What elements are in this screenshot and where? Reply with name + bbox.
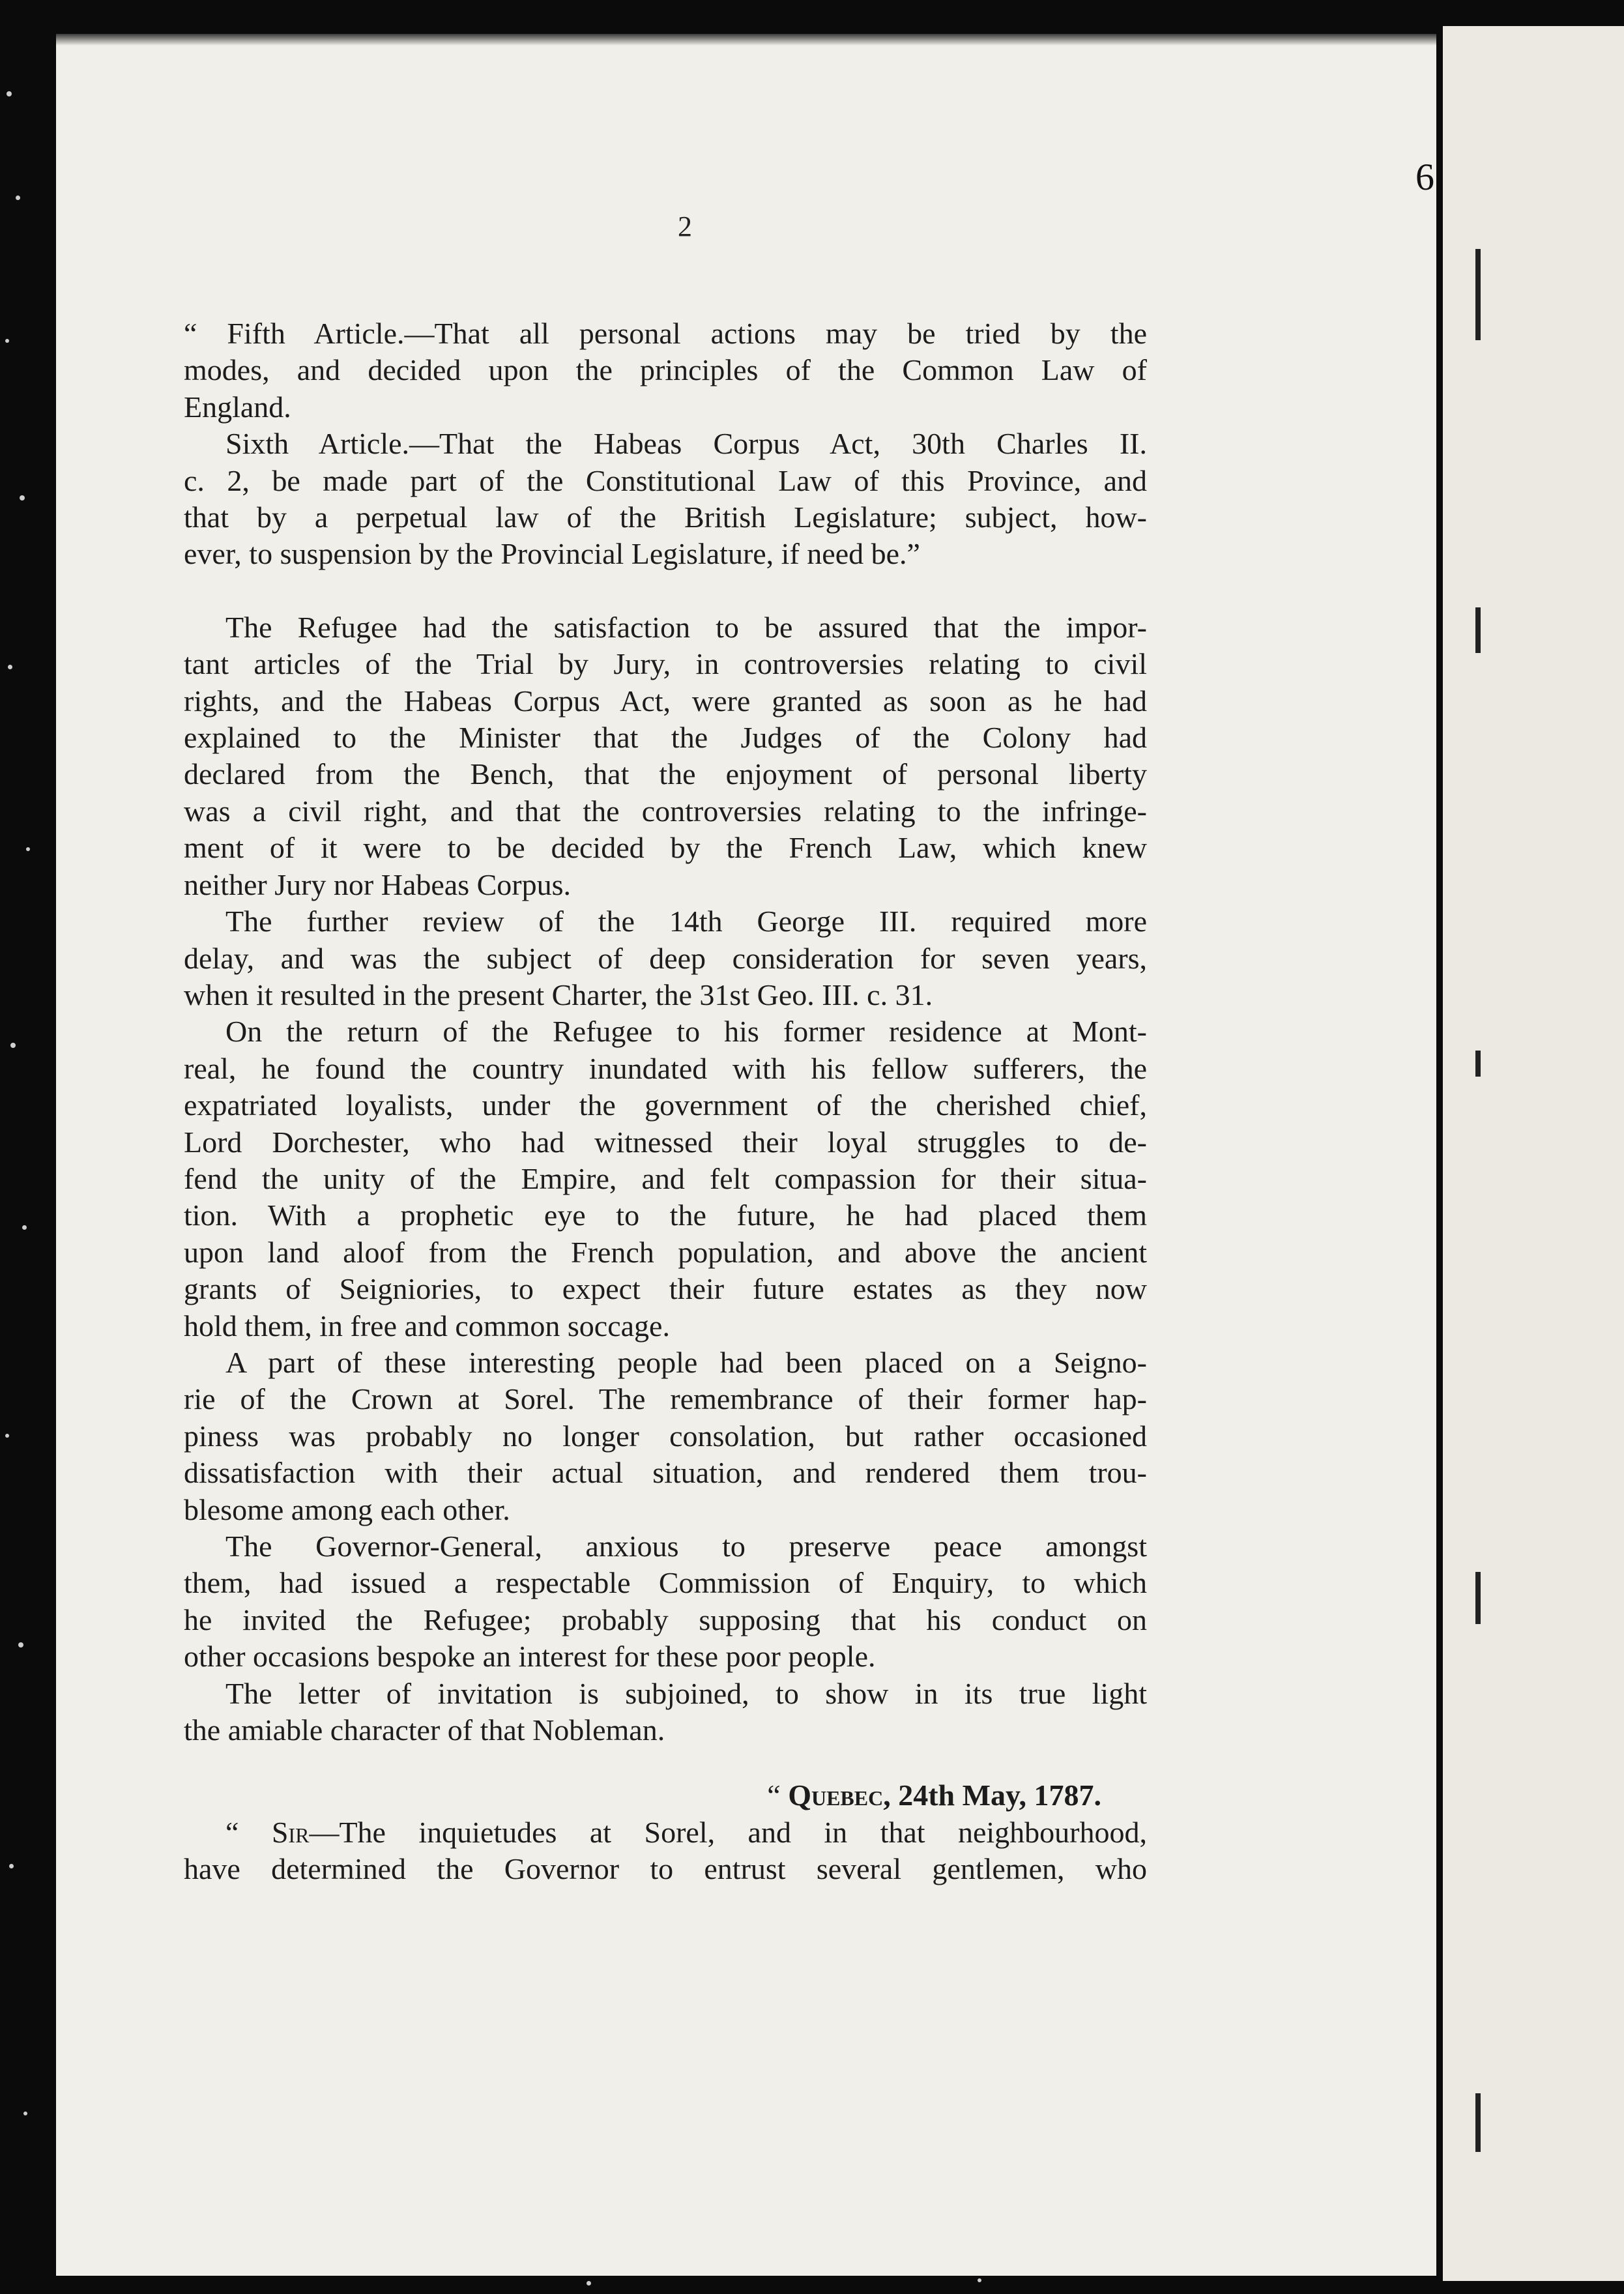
quote-mark: “: [225, 1815, 272, 1849]
gutter-mark: [1475, 607, 1481, 653]
page-number: 2: [678, 211, 692, 242]
text-line: explained to the Minister that the Judges of the Colony had: [184, 721, 1147, 755]
text-line: [184, 1814, 1147, 1851]
gutter-mark: [1475, 1051, 1481, 1077]
gutter-mark: [1475, 2093, 1481, 2152]
letter-dateline: [184, 1777, 1147, 1814]
text-line: c. 2, be made part of the Constitutional Law of this Province, and: [184, 463, 1147, 497]
text-line: was a civil right, and that the controversies relating to the infringe-: [184, 794, 1147, 828]
text-line: that by a perpetual law of the British Legislature; subject, how-: [184, 501, 1147, 534]
text-line: On the return of the Refugee to his former residence at Mont-: [225, 1015, 1147, 1049]
scan-speck: [8, 665, 12, 669]
document-body: [184, 315, 1147, 1888]
scan-speck: [20, 495, 25, 501]
dateline-place: Quebec: [788, 1779, 884, 1812]
text-line: The Refugee had the satisfaction to be assured that the impor-: [225, 610, 1147, 644]
text-line: modes, and decided upon the principles of the Common Law of: [184, 353, 1147, 387]
text-line: piness was probably no longer consolation, but rather occasioned: [184, 1419, 1147, 1453]
text-line: rights, and the Habeas Corpus Act, were granted as soon as he had: [184, 684, 1147, 718]
text-line: The further review of the 14th George III. required more: [225, 905, 1147, 938]
text-line: delay, and was the subject of deep consideration for seven years,: [184, 941, 1147, 975]
text-line: ment of it were to be decided by the French Law, which knew: [184, 831, 1147, 865]
text-line: England.: [184, 390, 291, 424]
text-line: blesome among each other.: [184, 1492, 510, 1526]
text-line: The Governor-General, anxious to preserve peace amongst: [225, 1530, 1147, 1563]
text-line: them, had issued a respectable Commission of Enquiry, to which: [184, 1566, 1147, 1600]
text-line: hold them, in free and common soccage.: [184, 1309, 670, 1343]
text-line: “ Fifth Article.—That all personal actions may be tried by the: [184, 317, 1147, 350]
text-line: expatriated loyalists, under the government of the cherished chief,: [184, 1088, 1147, 1122]
text-line: grants of Seigniories, to expect their future estates as they now: [184, 1272, 1147, 1306]
scan-speck: [5, 339, 9, 343]
text-line: A part of these interesting people had been placed on a Seigno-: [225, 1345, 1147, 1379]
scan-speck: [978, 2278, 981, 2282]
quote-mark: “: [767, 1779, 789, 1812]
text-line: when it resulted in the present Charter, the 31st Geo. III. c. 31.: [184, 978, 933, 1011]
scan-speck: [23, 2112, 27, 2115]
letter-salutation: Sir: [271, 1815, 310, 1849]
text-line: real, he found the country inundated with his fellow sufferers, the: [184, 1051, 1147, 1085]
facing-page-edge: [1443, 26, 1624, 2281]
scan-speck: [16, 196, 20, 200]
scan-speck: [587, 2281, 591, 2286]
text-line: Sixth Article.—That the Habeas Corpus Act, 30th Charles II.: [225, 427, 1147, 461]
paragraph-gap: [184, 573, 1147, 609]
text-line: ever, to suspension by the Provincial Legislature, if need be.”: [184, 537, 920, 571]
scan-speck: [5, 1434, 9, 1438]
text-line: fend the unity of the Empire, and felt compassion for their situa-: [184, 1161, 1147, 1195]
margin-mark: 6: [1415, 156, 1434, 198]
gutter-mark: [1475, 1572, 1481, 1624]
text-line: upon land aloof from the French population, and above the ancient: [184, 1235, 1147, 1269]
scan-speck: [9, 1864, 14, 1868]
text-line: tant articles of the Trial by Jury, in controversies relating to civil: [184, 647, 1147, 681]
dateline-date: , 24th May, 1787.: [883, 1779, 1101, 1812]
scan-speck: [18, 1642, 23, 1648]
text-line: neither Jury nor Habeas Corpus.: [184, 867, 572, 901]
text-line: have determined the Governor to entrust several gentlemen, who: [184, 1852, 1147, 1886]
text-line: The letter of invitation is subjoined, to show in its true light: [225, 1676, 1147, 1710]
text-line: the amiable character of that Nobleman.: [184, 1713, 665, 1747]
letter-line-rest: —The inquietudes at Sorel, and in that neighbourhood,: [309, 1815, 1147, 1849]
scan-speck: [22, 1225, 27, 1230]
text-line: tion. With a prophetic eye to the future, he had placed them: [184, 1198, 1147, 1232]
text-line: other occasions bespoke an interest for these poor people.: [184, 1640, 876, 1674]
text-line: declared from the Bench, that the enjoyment of personal liberty: [184, 757, 1147, 791]
scan-speck: [7, 91, 12, 96]
text-line: dissatisfaction with their actual situation, and rendered them trou-: [184, 1456, 1147, 1490]
scan-speck: [26, 847, 30, 851]
text-line: rie of the Crown at Sorel. The remembrance of their former hap-: [184, 1382, 1147, 1416]
gutter-mark: [1475, 249, 1481, 340]
text-line: Lord Dorchester, who had witnessed their loyal struggles to de-: [184, 1125, 1147, 1159]
text-line: he invited the Refugee; probably supposing that his conduct on: [184, 1603, 1147, 1636]
scan-speck: [10, 1043, 16, 1048]
